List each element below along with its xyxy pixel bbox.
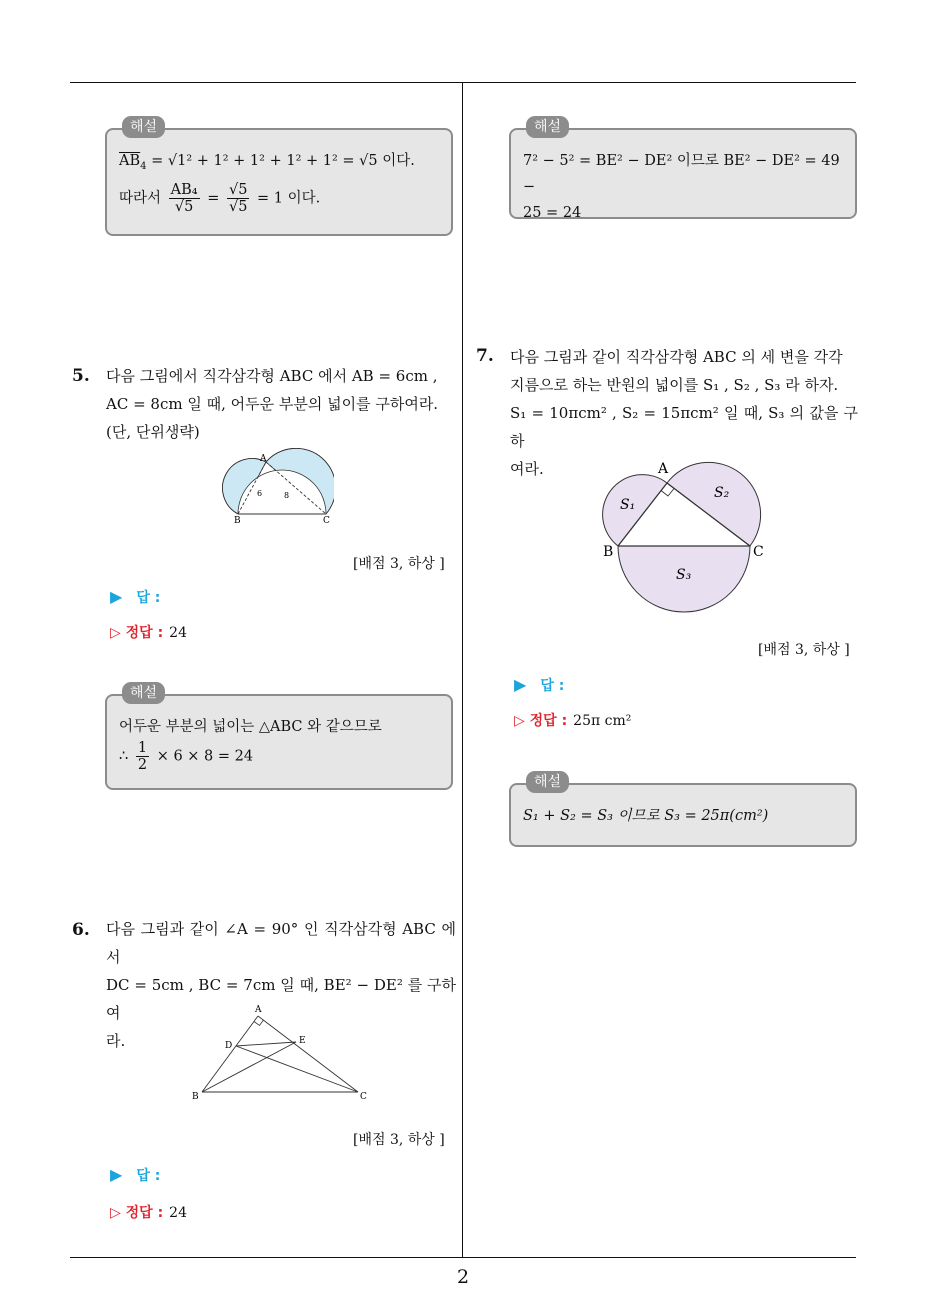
explanation-box-q4 (105, 119, 453, 236)
label-ac-length: 8 (284, 491, 290, 500)
play-triangle-icon: ▶ (514, 675, 527, 694)
top-rule (70, 82, 856, 83)
label-c: C (323, 516, 330, 526)
score-q5: [배점 3, 하상 ] (353, 556, 445, 572)
fraction: $\frac{1}{2}$ (137, 740, 148, 773)
question-text-6: 다음 그림과 같이 ∠A = 90° 인 직각삼각형 ABC 에서 DC = 5cm , BC = 7cm 일 때, BE² − DE² 를 구하여 라. (106, 920, 456, 1050)
question-number-6: 6. (72, 920, 90, 940)
label-b: B (234, 516, 241, 526)
sol5-line1: 어두운 부분의 넓이는 △ABC 와 같으므로 (119, 719, 382, 735)
question-text-7: 다음 그림과 같이 직각삼각형 ABC 의 세 변을 각각 지름으로 하는 반원의 넓이를 S₁ , S₂ , S₃ 라 하자. S₁ = 10πcm² , S₂ = 15πcm² 일 때, S₃ 의 값을 구하 여라. (510, 348, 858, 478)
explanation-tag: 해설 (122, 682, 165, 704)
column-divider (462, 82, 463, 1257)
answer-line-q5: ▶ 답 : (110, 587, 161, 606)
explanation-box-q5 (105, 685, 453, 790)
score-q6: [배점 3, 하상 ] (353, 1132, 445, 1148)
correct-answer-q7: ▷ 정답 : 25π cm² (514, 713, 632, 729)
right-angle-mark (254, 1020, 264, 1026)
figure-q5-semicircles (222, 448, 334, 526)
label-b: B (192, 1092, 199, 1102)
label-a: A (658, 461, 669, 477)
explanation-box-q6 (509, 119, 857, 221)
explanation-tag: 해설 (122, 116, 165, 138)
sol5-line2: ∴ $\frac{1}{2}$ × 6 × 8 = 24 (119, 740, 254, 773)
label-e: E (299, 1036, 306, 1046)
fraction: $\frac{\text{AB₄}}{√5}$ (170, 181, 198, 215)
page-number: 2 (456, 1266, 470, 1288)
correct-answer-q5: ▷ 정답 : 24 (110, 625, 187, 641)
label-d: D (225, 1041, 233, 1051)
explanation-box-q7 (509, 774, 857, 847)
outline-triangle-icon: ▷ (110, 625, 126, 641)
score-q7: [배점 3, 하상 ] (758, 642, 850, 658)
segment-de (236, 1042, 296, 1046)
outline-triangle-icon: ▷ (514, 713, 530, 729)
bottom-rule (70, 1257, 856, 1258)
label-s3: S₃ (676, 567, 692, 583)
side-ab (202, 1016, 258, 1092)
label-a: A (260, 454, 267, 464)
segment-dc (236, 1046, 358, 1092)
explanation-tag: 해설 (526, 116, 569, 138)
figure-q6-triangle (188, 1002, 374, 1104)
label-ab-length: 6 (257, 489, 263, 498)
figure-q7-semicircles (596, 456, 772, 616)
segment-be (202, 1042, 296, 1092)
label-c: C (360, 1092, 367, 1102)
answer-line-q7: ▶ 답 : (514, 675, 565, 694)
question-text-5: 다음 그림에서 직각삼각형 ABC 에서 AB = 6cm , AC = 8cm 일 때, 어두운 부분의 넓이를 구하여라. (단, 단위생략) (106, 367, 439, 441)
sol6-line2: 25 = 24 (523, 205, 582, 221)
label-s1: S₁ (620, 497, 636, 513)
label-a: A (255, 1005, 262, 1015)
sol4-line1: $\overline{AB}_4 = √1^2 + 1^2 + 1^2 + 1^2 + 1^2 = √5$ 이다. (119, 153, 415, 172)
label-b: B (603, 544, 614, 560)
sol7-line1: S₁ + S₂ = S₃ 이므로 S₃ = 25π(cm²) (523, 808, 769, 824)
outline-triangle-icon: ▷ (110, 1205, 126, 1221)
sol6-line1: 7² − 5² = BE² − DE² 이므로 BE² − DE² = 49 − (523, 153, 840, 195)
play-triangle-icon: ▶ (110, 587, 123, 606)
question-number-5: 5. (72, 366, 90, 386)
question-number-7: 7. (476, 346, 494, 366)
right-angle-mark (661, 489, 674, 497)
label-c: C (753, 544, 764, 560)
correct-answer-q6: ▷ 정답 : 24 (110, 1205, 187, 1221)
semicircle-s2 (667, 462, 761, 546)
label-s2: S₂ (714, 485, 730, 501)
fraction: $\frac{√5}{√5}$ (228, 181, 248, 215)
play-triangle-icon: ▶ (110, 1165, 123, 1184)
answer-line-q6: ▶ 답 : (110, 1165, 161, 1184)
sol4-line2: 따라서 $\frac{\text{AB₄}}{√5}$ = $\frac{√5}{√5}$ = 1 이다. (119, 181, 321, 215)
explanation-tag: 해설 (526, 771, 569, 793)
